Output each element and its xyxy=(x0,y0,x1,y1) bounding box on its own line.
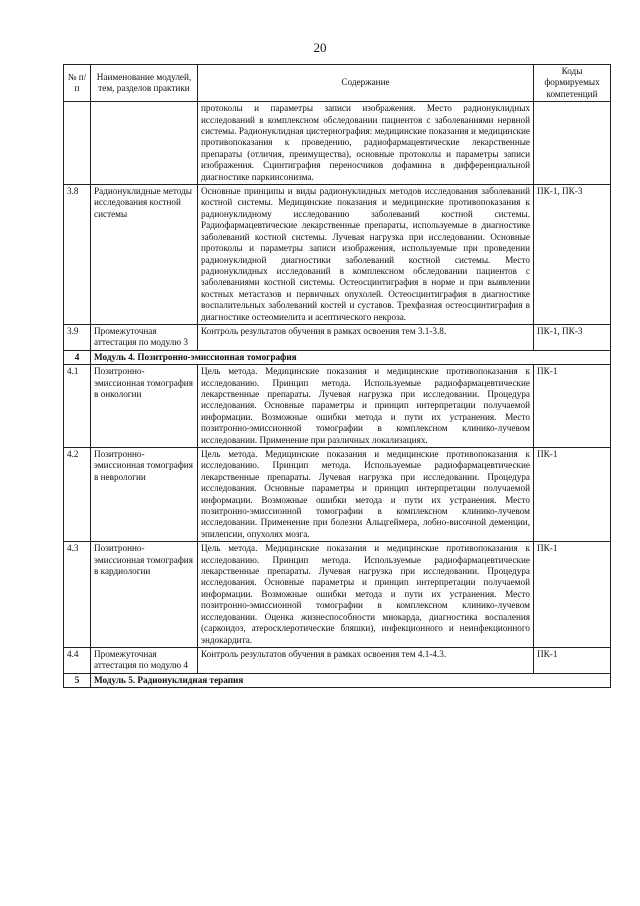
row-name: Позитронно-эмиссионная томография в неврологии xyxy=(91,448,198,542)
table-row xyxy=(64,324,611,350)
row-content: Цель метода. Медицинские показания и медицинские противопоказания к исследованию. Принцип метода. Используемые радиофармацевтические лекарственные препараты. Лучевая нагрузка при исследовании. Процедура исследования. Основные параметры и принцип интерпретации получаемой информации. Возможные ошибки метода и пути их устранения. Место позитронно-эмиссионной томографии в комплексном клинико-лучевом исследовании. Применение при различных локализациях. xyxy=(198,365,534,448)
row-num: 4.2 xyxy=(64,448,91,542)
module-num: 4 xyxy=(64,350,91,364)
table-row xyxy=(64,185,611,325)
table-row xyxy=(64,102,611,185)
row-codes xyxy=(534,102,611,185)
table-header-row xyxy=(64,65,611,102)
header-content: Содержание xyxy=(198,65,534,102)
row-name: Промежуточная аттестация по модулю 3 xyxy=(91,324,198,350)
row-codes: ПК-1 xyxy=(534,647,611,673)
table-row xyxy=(64,647,611,673)
row-name: Радионуклидные методы исследования костной системы xyxy=(91,185,198,325)
row-content: Цель метода. Медицинские показания и медицинские противопоказания к исследованию. Принцип метода. Используемые радиофармацевтические лекарственные препараты. Лучевая нагрузка при исследовании. Процедура исследования. Основные параметры и принцип интерпретации получаемой информации. Возможные ошибки метода и пути их устранения. Место позитронно-эмиссионной томографии в комплексном клинико-лучевом исследовании. Оценка жизнеспособности миокарда, диагностика воспаления (саркоидоз, атеросклеротические бляшки), инфекционного и неинфекционного эндокардита. xyxy=(198,542,534,648)
row-num: 3.9 xyxy=(64,324,91,350)
row-name xyxy=(91,102,198,185)
page-number: 20 xyxy=(313,40,327,55)
row-num: 4.1 xyxy=(64,365,91,448)
table-row xyxy=(64,448,611,542)
module-num: 5 xyxy=(64,673,91,687)
row-num: 4.4 xyxy=(64,647,91,673)
module-title: Модуль 4. Позитронно-эмиссионная томография xyxy=(91,350,611,364)
table-row xyxy=(64,542,611,648)
row-codes: ПК-1, ПК-3 xyxy=(534,185,611,325)
module-row xyxy=(64,350,611,364)
row-content: Цель метода. Медицинские показания и медицинские противопоказания к исследованию. Принцип метода. Используемые радиофармацевтические лекарственные препараты. Лучевая нагрузка при исследовании. Процедура исследования. Основные параметры и принцип интерпретации получаемой информации. Возможные ошибки метода и пути их устранения. Место позитронно-эмиссионной томографии в комплексном клинико-лучевом исследовании. Применение при болезни Альцгеймера, лобно-височной деменции, эпилепсии, опухолях мозга. xyxy=(198,448,534,542)
module-title: Модуль 5. Радионуклидная терапия xyxy=(91,673,611,687)
row-content: Контроль результатов обучения в рамках освоения тем 3.1-3.8. xyxy=(198,324,534,350)
curriculum-table xyxy=(63,64,611,688)
header-name: Наименование модулей, тем, разделов практики xyxy=(91,65,198,102)
row-num: 4.3 xyxy=(64,542,91,648)
row-content: протоколы и параметры записи изображения. Место радионуклидных исследований в комплексном обследовании пациентов с заболеваниями нервной системы. Радионуклидная цистернография: медицинские показания и медицинские противопоказания к проведению, радиофармацевтические лекарственные препараты (отличия, преимущества), основные протоколы и параметры записи изображения. Сцинтиграфия переносчиков дофамина в дифференциальной диагностике паркинсонизма. xyxy=(198,102,534,185)
row-codes: ПК-1, ПК-3 xyxy=(534,324,611,350)
row-codes: ПК-1 xyxy=(534,365,611,448)
row-num: 3.8 xyxy=(64,185,91,325)
table-row xyxy=(64,365,611,448)
row-codes: ПК-1 xyxy=(534,448,611,542)
row-name: Промежуточная аттестация по модулю 4 xyxy=(91,647,198,673)
header-codes: Коды формируемых компетенций xyxy=(534,65,611,102)
row-content: Контроль результатов обучения в рамках освоения тем 4.1-4.3. xyxy=(198,647,534,673)
row-content: Основные принципы и виды радионуклидных методов исследования заболеваний костной системы. Медицинские показания и медицинские противопоказания к радионуклидному исследованию заболеваний костной системы. Радиофармацевтические лекарственные препараты, используемые в диагностике заболеваний костной системы. Лучевая нагрузка при исследовании. Основные протоколы и параметры записи изображения, используемые при проведении радионуклидной диагностики заболеваний костной системы. Место радионуклидных исследований в комплексном обследовании пациентов с заболеваниями костной системы. Остеосцинтиграфия в норме и при выявлении костных метастазов и первичных опухолей. Остеосцинтиграфия в диагностике воспалительных заболеваний костей и суставов. Трехфазная остеосцинтиграфия в диагностике остеомиелита и асептического некроза. xyxy=(198,185,534,325)
row-name: Позитронно-эмиссионная томография в онкологии xyxy=(91,365,198,448)
header-num: № п/п xyxy=(64,65,91,102)
row-name: Позитронно-эмиссионная томография в кардиологии xyxy=(91,542,198,648)
row-num xyxy=(64,102,91,185)
row-codes: ПК-1 xyxy=(534,542,611,648)
module-row xyxy=(64,673,611,687)
